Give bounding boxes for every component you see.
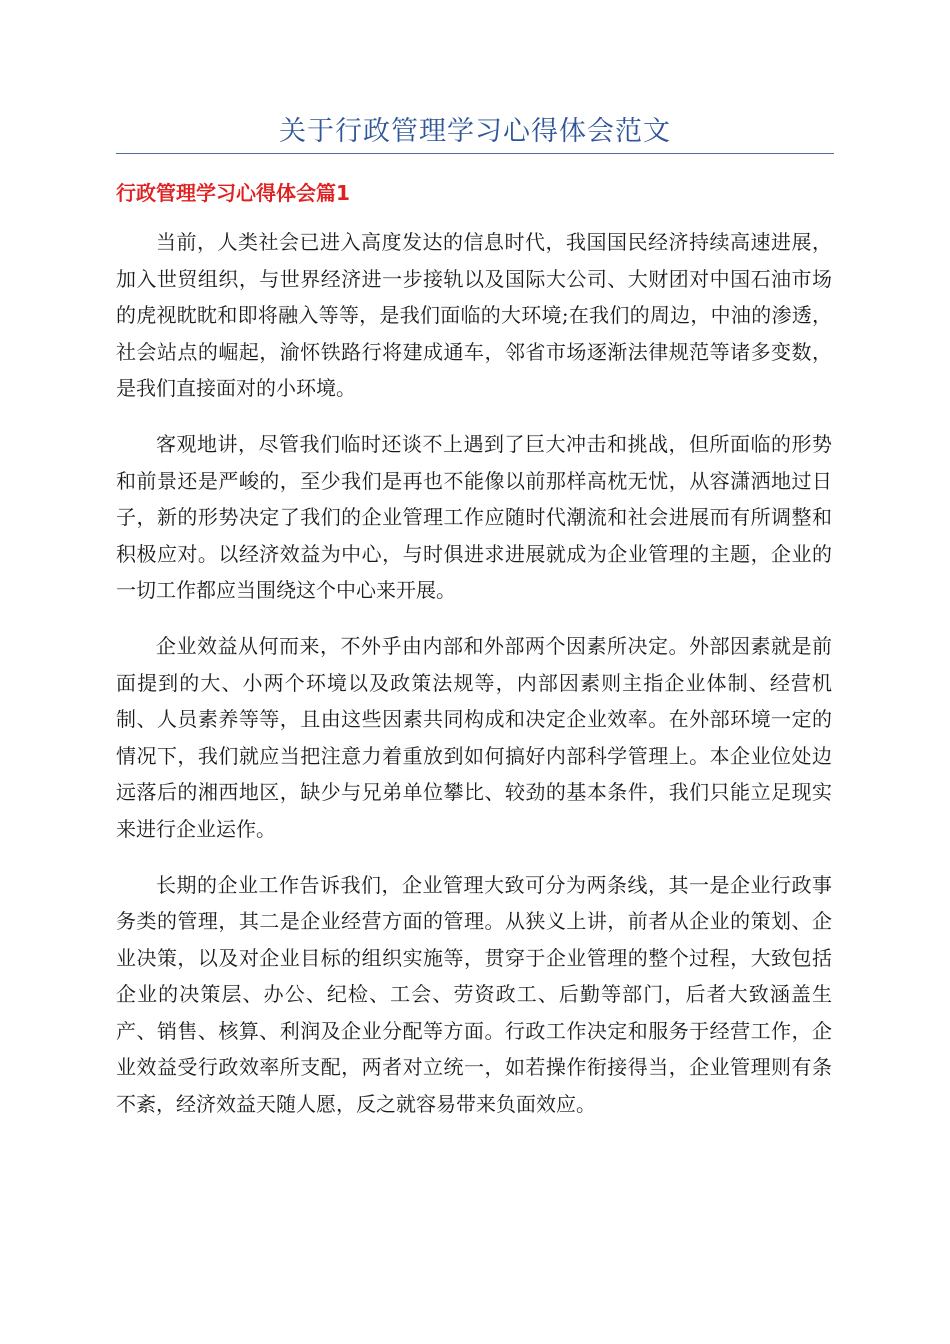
paragraph-3: 企业效益从何而来，不外乎由内部和外部两个因素所决定。外部因素就是前面提到的大、小两个环境以及政策法规等，内部因素则主指企业体制、经营机制、人员素养等等，且由这些因素共同构成和决定企业效率。在外部环境一定的情况下，我们就应当把注意力着重放到如何搞好内部科学管理上。本企业位处边远落后的湘西地区，缺少与兄弟单位攀比、较劲的基本条件，我们只能立足现实来进行企业运作。 [116,633,832,841]
paragraph-1: 当前，人类社会已进入高度发达的信息时代，我国国民经济持续高速进展，加入世贸组织，与世界经济进一步接轨以及国际大公司、大财团对中国石油市场的虎视眈眈和即将融入等等，是我们面临的大环境;在我们的周边，中油的渗透，社会站点的崛起，渝怀铁路行将建成通车，邻省市场逐渐法律规范等诸多变数，是我们直接面对的小环境。 [116,230,832,401]
document-title: 关于行政管理学习心得体会范文 [279,116,671,147]
paragraph-2: 客观地讲，尽管我们临时还谈不上遇到了巨大冲击和挑战，但所面临的形势和前景还是严峻的，至少我们是再也不能像以前那样高枕无忧，从容潇洒地过日子，新的形势决定了我们的企业管理工作应随时代潮流和社会进展而有所调整和积极应对。以经济效益为中心，与时俱进求进展就成为企业管理的主题，企业的一切工作都应当围绕这个中心来开展。 [116,431,832,603]
title-underline [116,153,834,154]
document-body [116,224,832,1142]
section-heading: 行政管理学习心得体会篇1 [116,181,350,205]
paragraph-4: 长期的企业工作告诉我们，企业管理大致可分为两条线，其一是企业行政事务类的管理，其二是企业经营方面的管理。从狭义上讲，前者从企业的策划、企业决策，以及对企业目标的组织实施等，贯穿于企业管理的整个过程，大致包括企业的决策层、办公、纪检、工会、劳资政工、后勤等部门，后者大致涵盖生产、销售、核算、利润及企业分配等方面。行政工作决定和服务于经营工作，企业效益受行政效率所支配，两者对立统一，如若操作衔接得当，企业管理则有条不紊，经济效益天随人愿，反之就容易带来负面效应。 [116,872,832,1117]
